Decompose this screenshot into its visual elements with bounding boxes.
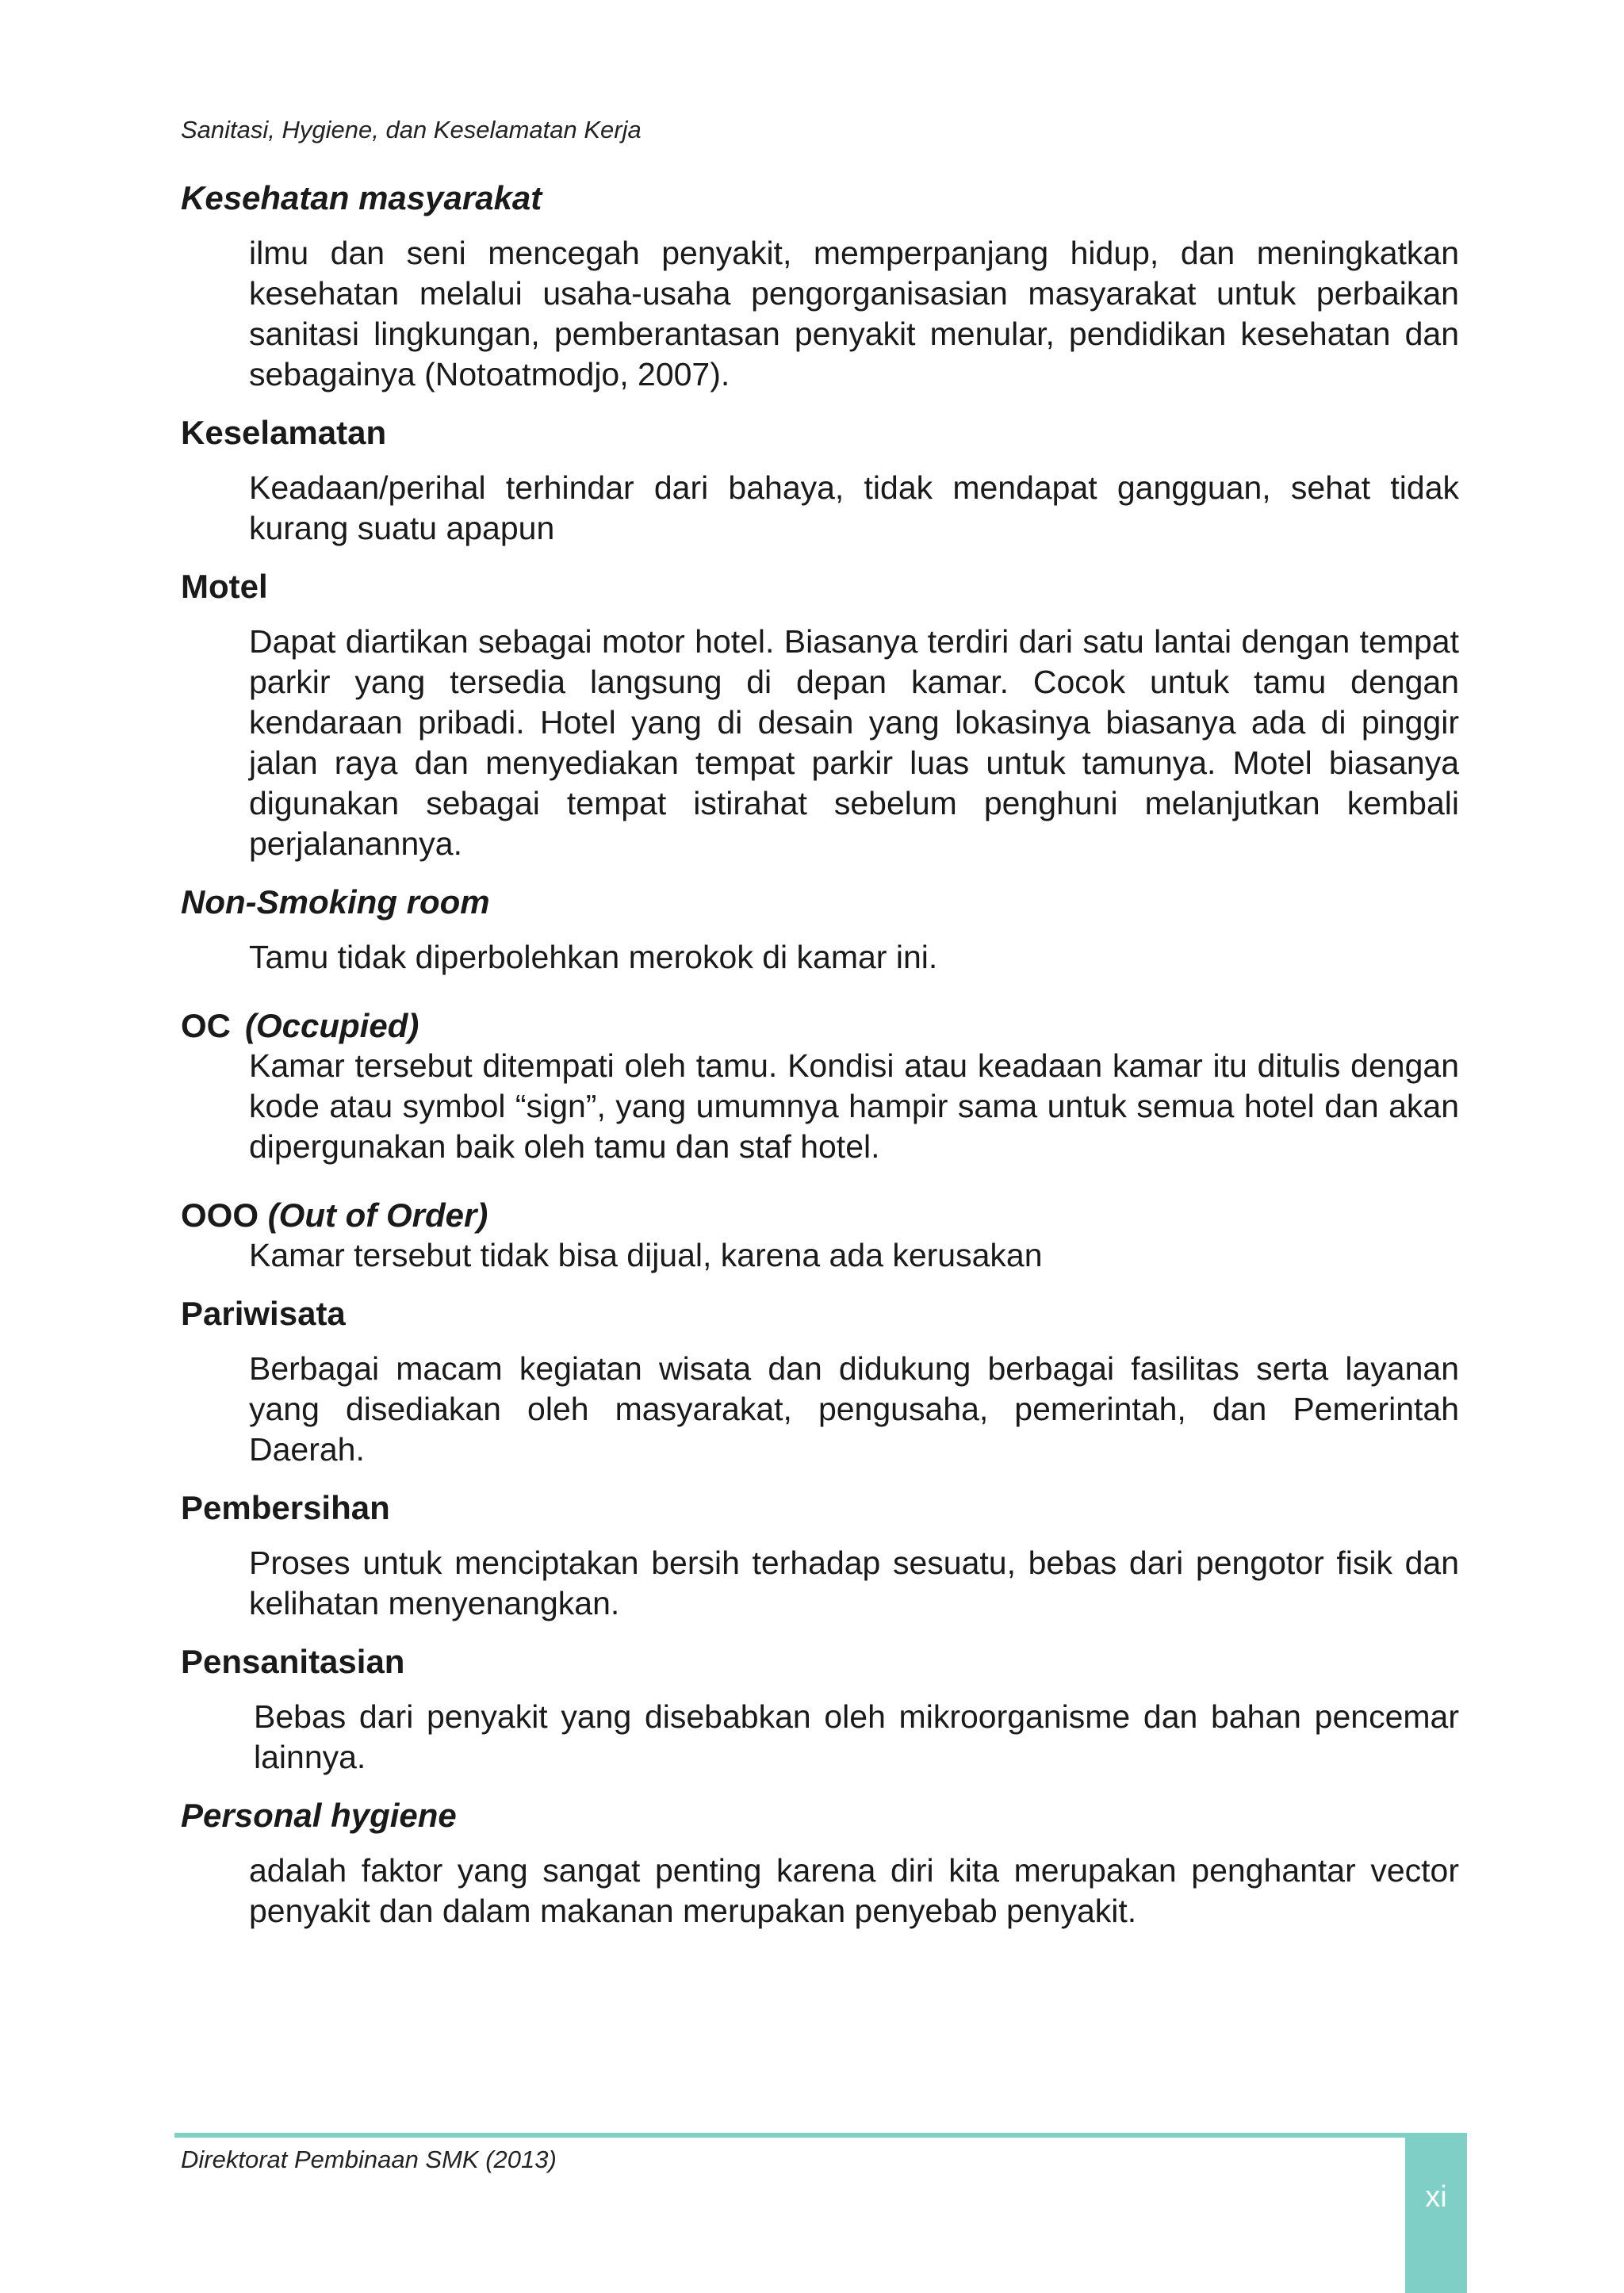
term-code: OC: [181, 1007, 231, 1044]
glossary-entry: [181, 880, 1459, 978]
glossary-definition: ilmu dan seni mencegah penyakit, memperpanjang hidup, dan meningkatkan kesehatan melalui usaha-usaha pengorganisasian masyarakat untuk perbaikan sanitasi lingkungan, pemberantasan penyakit menular, pendidikan kesehatan dan sebagainya (Notoatmodjo, 2007).: [249, 235, 1459, 392]
glossary-term: Personal hygiene: [181, 1797, 457, 1834]
glossary-term: Non-Smoking room: [181, 883, 490, 921]
glossary-entry: [181, 1006, 1459, 1167]
glossary-entry: [181, 411, 1459, 549]
glossary-entry: [181, 1793, 1459, 1931]
glossary-definition: Keadaan/perihal terhindar dari bahaya, tidak mendapat gangguan, sehat tidak kurang suatu apapun: [249, 469, 1459, 546]
glossary-entry: [181, 1640, 1459, 1778]
footer-rule: [174, 2133, 1467, 2138]
glossary-definition: adalah faktor yang sangat penting karena diri kita merupakan penghantar vector penyakit dan dalam makanan merupakan penyebab penyakit.: [249, 1852, 1459, 1929]
glossary-entry: [181, 1292, 1459, 1470]
page-number-tab: [1405, 2133, 1467, 2293]
term-code: OOO: [181, 1196, 259, 1234]
glossary-definition: Kamar tersebut tidak bisa dijual, karena ada kerusakan: [249, 1237, 1043, 1273]
glossary-term: Keselamatan: [181, 414, 387, 451]
glossary-entry: [181, 565, 1459, 864]
glossary-term: [181, 1196, 1459, 1235]
glossary-term: Pembersihan: [181, 1489, 390, 1526]
glossary-term: Pensanitasian: [181, 1643, 405, 1680]
glossary-term: Kesehatan masyarakat: [181, 179, 542, 216]
glossary-term: [181, 1006, 1459, 1046]
glossary-term: Pariwisata: [181, 1295, 346, 1332]
glossary-definition: Dapat diartikan sebagai motor hotel. Biasanya terdiri dari satu lantai dengan tempat parkir yang tersedia langsung di depan kamar. Cocok untuk tamu dengan kendaraan pribadi. Hotel yang di desain yang lokasinya biasanya ada di pinggir jalan raya dan menyediakan tempat parkir luas untuk tamunya. Motel biasanya digunakan sebagai tempat istirahat sebelum penghuni melanjutkan kembali perjalanannya.: [249, 623, 1459, 862]
running-header: Sanitasi, Hygiene, dan Keselamatan Kerja: [181, 116, 642, 144]
glossary-term: Motel: [181, 568, 268, 605]
glossary-entry: [181, 1196, 1459, 1276]
glossary: [181, 176, 1459, 1947]
glossary-definition: Tamu tidak diperbolehkan merokok di kamar ini.: [249, 939, 938, 975]
glossary-definition: Bebas dari penyakit yang disebabkan oleh mikroorganisme dan bahan pencemar lainnya.: [254, 1698, 1459, 1775]
glossary-entry: [181, 1486, 1459, 1624]
glossary-definition: Kamar tersebut ditempati oleh tamu. Kondisi atau keadaan kamar itu ditulis dengan kode atau symbol “sign”, yang umumnya hampir sama untuk semua hotel dan akan dipergunakan baik oleh tamu dan staf hotel.: [249, 1047, 1459, 1165]
glossary-definition: Berbagai macam kegiatan wisata dan didukung berbagai fasilitas serta layanan yang disediakan oleh masyarakat, pengusaha, pemerintah, dan Pemerintah Daerah.: [249, 1350, 1459, 1468]
page-number: xi: [1425, 2180, 1447, 2214]
term-expansion: (Out of Order): [267, 1196, 488, 1234]
term-expansion: (Occupied): [245, 1007, 419, 1044]
glossary-definition: Proses untuk menciptakan bersih terhadap sesuatu, bebas dari pengotor fisik dan kelihatan menyenangkan.: [249, 1545, 1459, 1621]
glossary-entry: [181, 176, 1459, 395]
footer-text: Direktorat Pembinaan SMK (2013): [181, 2146, 557, 2173]
